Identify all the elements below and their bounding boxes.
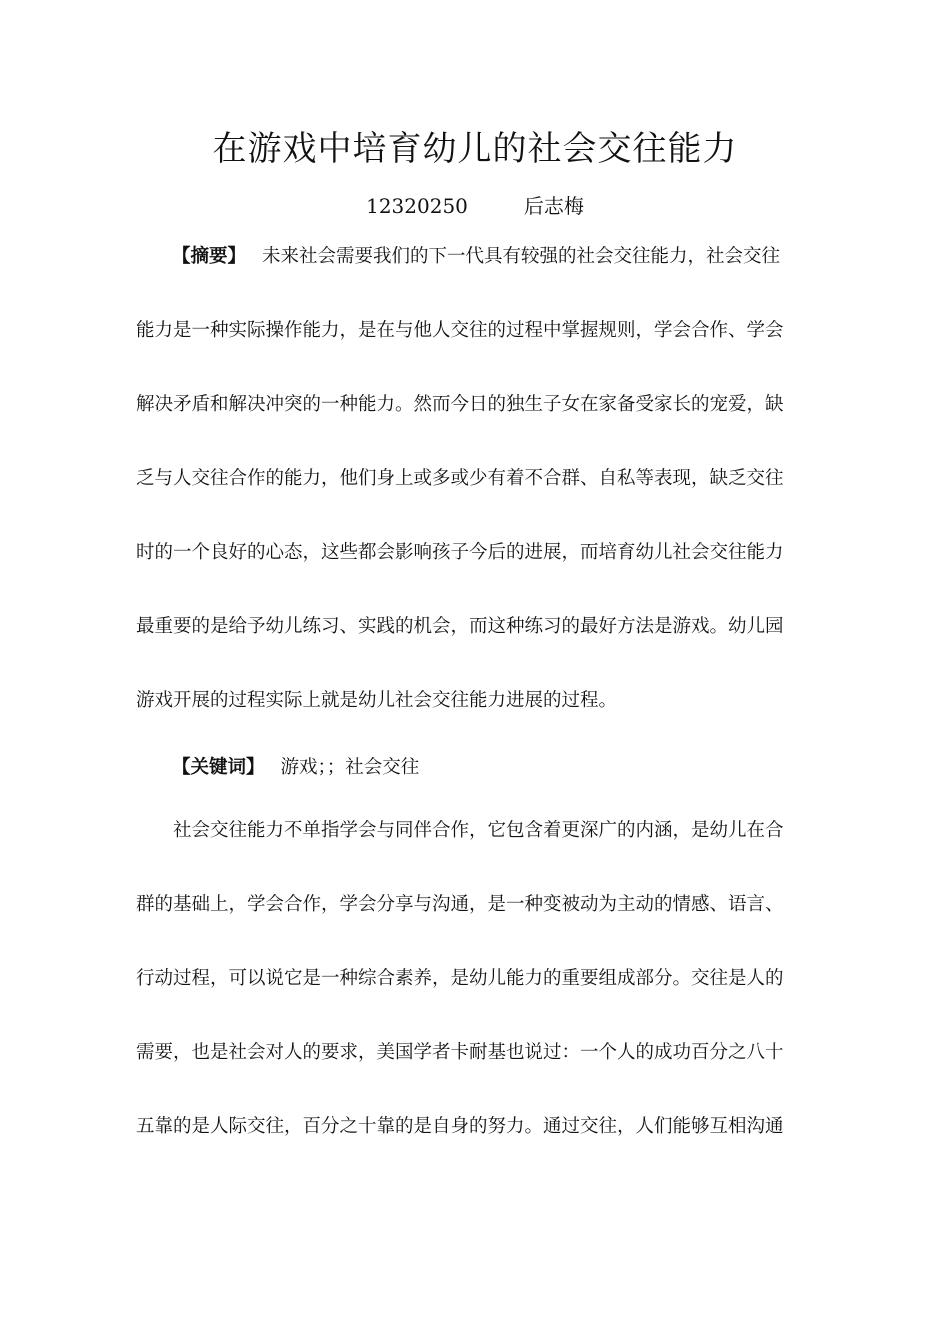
abstract-line: 乏与人交往合作的能力，他们身上或多或少有着不合群、自私等表现，缺乏交往 <box>136 468 784 489</box>
author-line <box>0 192 950 220</box>
abstract-line: 未来社会需要我们的下一代具有较强的社会交往能力，社会交往 <box>262 246 781 267</box>
body-line: 五靠的是人际交往，百分之十靠的是自身的努力。通过交往，人们能够互相沟通 <box>136 1116 784 1137</box>
body-line: 需要，也是社会对人的要求，美国学者卡耐基也说过：一个人的成功百分之八十 <box>136 1042 784 1063</box>
body-line: 群的基础上，学会合作，学会分享与沟通，是一种变被动为主动的情感、语言、 <box>136 894 784 915</box>
body-line: 社会交往能力不单指学会与同伴合作，它包含着更深广的内涵，是幼儿在合 <box>173 820 784 841</box>
abstract-line: 能力是一种实际操作能力，是在与他人交往的过程中掌握规则，学会合作、学会 <box>136 320 784 341</box>
keywords-line <box>172 754 419 782</box>
abstract-line: 时的一个良好的心态，这些都会影响孩子今后的进展，而培育幼儿社会交往能力 <box>136 542 784 563</box>
abstract-line: 解决矛盾和解决冲突的一种能力。然而今日的独生子女在家备受家长的宠爱，缺 <box>136 394 784 415</box>
student-id: 12320250 <box>366 194 468 218</box>
abstract-first-line <box>172 243 780 271</box>
author-name: 后志梅 <box>523 194 584 218</box>
document-title: 在游戏中培育幼儿的社会交往能力 <box>212 129 738 169</box>
keywords-text: 游戏；；社会交往 <box>280 757 420 778</box>
abstract-line: 最重要的是给予幼儿练习、实践的机会，而这种练习的最好方法是游戏。幼儿园 <box>136 616 784 637</box>
abstract-line: 游戏开展的过程实际上就是幼儿社会交往能力进展的过程。 <box>136 690 618 711</box>
body-line: 行动过程，可以说它是一种综合素养，是幼儿能力的重要组成部分。交往是人的 <box>136 968 784 989</box>
abstract-label: 【摘要】 <box>172 246 247 267</box>
keywords-label: 【关键词】 <box>172 757 265 778</box>
